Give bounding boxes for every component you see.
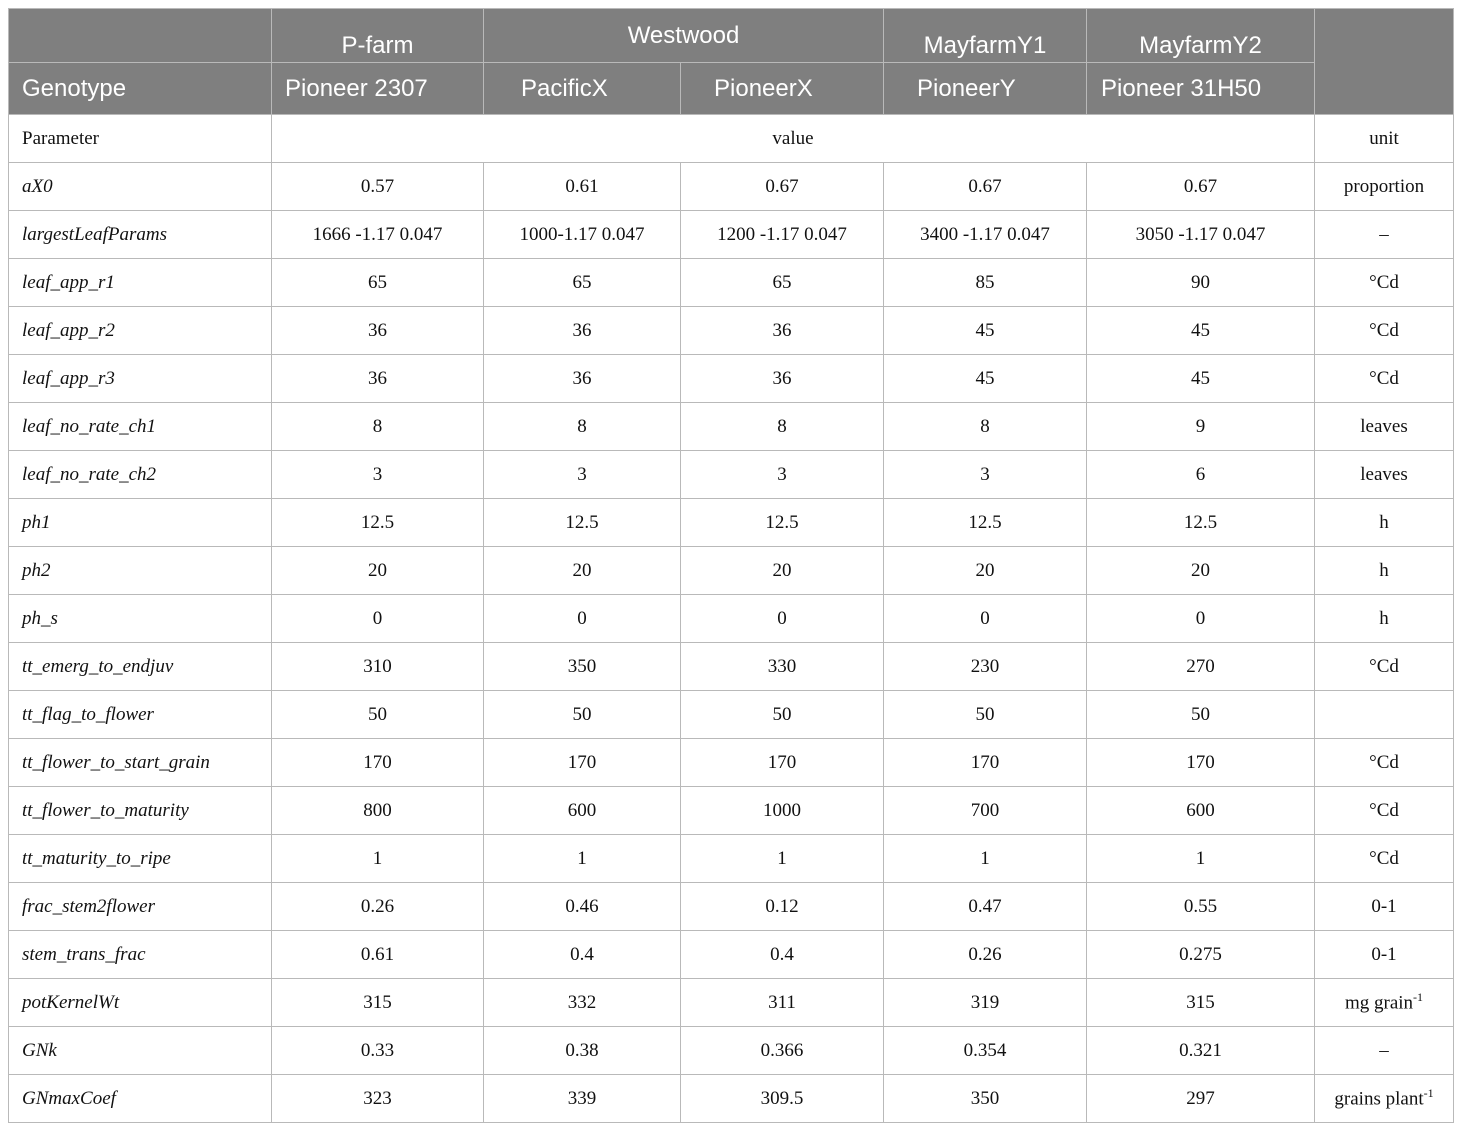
value-cell: 12.5 bbox=[1087, 499, 1315, 547]
genotype-parameter-table bbox=[8, 8, 1454, 1123]
unit-text: °Cd bbox=[1369, 655, 1399, 677]
value-cell: 65 bbox=[484, 259, 681, 307]
value-cell: 50 bbox=[484, 691, 681, 739]
value-cell: 0.55 bbox=[1087, 883, 1315, 931]
unit-text: °Cd bbox=[1369, 847, 1399, 869]
value-cell: 12.5 bbox=[484, 499, 681, 547]
parameter-column-label: Parameter bbox=[9, 115, 272, 163]
value-cell: 0.12 bbox=[681, 883, 884, 931]
table-row bbox=[9, 403, 1454, 451]
table-row bbox=[9, 643, 1454, 691]
value-cell: 350 bbox=[484, 643, 681, 691]
parameter-name-cell: ph2 bbox=[9, 547, 272, 595]
value-cell: 350 bbox=[884, 1075, 1087, 1123]
value-cell: 36 bbox=[272, 307, 484, 355]
value-cell: 65 bbox=[272, 259, 484, 307]
value-cell: 0.67 bbox=[681, 163, 884, 211]
value-cell: 3 bbox=[272, 451, 484, 499]
value-cell: 3050 -1.17 0.047 bbox=[1087, 211, 1315, 259]
value-cell: 0.38 bbox=[484, 1027, 681, 1075]
unit-text: leaves bbox=[1360, 463, 1408, 485]
value-cell: 1 bbox=[681, 835, 884, 883]
header-corner-cell bbox=[9, 9, 272, 63]
unit-text: leaves bbox=[1360, 415, 1408, 437]
parameter-name-cell: largestLeafParams bbox=[9, 211, 272, 259]
value-cell: 3 bbox=[884, 451, 1087, 499]
table-row bbox=[9, 451, 1454, 499]
value-cell: 9 bbox=[1087, 403, 1315, 451]
value-cell: 12.5 bbox=[681, 499, 884, 547]
value-cell: 0.26 bbox=[272, 883, 484, 931]
header-site-westwood: Westwood bbox=[484, 9, 884, 63]
unit-cell bbox=[1315, 403, 1454, 451]
header-cultivar-pioneer-31h50: Pioneer 31H50 bbox=[1087, 63, 1315, 115]
parameter-name-cell: ph_s bbox=[9, 595, 272, 643]
unit-text: 0-1 bbox=[1371, 943, 1397, 965]
unit-cell bbox=[1315, 1027, 1454, 1075]
header-site-mayfarmy1: MayfarmY1 bbox=[884, 9, 1087, 63]
header-cultivar-pioneery: PioneerY bbox=[884, 63, 1087, 115]
value-cell: 6 bbox=[1087, 451, 1315, 499]
value-cell: 0 bbox=[484, 595, 681, 643]
value-cell: 0.57 bbox=[272, 163, 484, 211]
unit-cell bbox=[1315, 595, 1454, 643]
value-cell: 315 bbox=[1087, 979, 1315, 1027]
value-cell: 8 bbox=[484, 403, 681, 451]
unit-cell bbox=[1315, 643, 1454, 691]
value-cell: 0 bbox=[272, 595, 484, 643]
value-cell: 1 bbox=[1087, 835, 1315, 883]
table-row bbox=[9, 691, 1454, 739]
parameter-name-cell: tt_flag_to_flower bbox=[9, 691, 272, 739]
table-row bbox=[9, 355, 1454, 403]
value-cell: 65 bbox=[681, 259, 884, 307]
header-genotype-label: Genotype bbox=[9, 63, 272, 115]
parameter-name-cell: tt_maturity_to_ripe bbox=[9, 835, 272, 883]
value-cell: 800 bbox=[272, 787, 484, 835]
value-cell: 0.366 bbox=[681, 1027, 884, 1075]
value-cell: 170 bbox=[272, 739, 484, 787]
unit-text: grains plant bbox=[1334, 1088, 1424, 1110]
value-column-label: value bbox=[272, 115, 1315, 163]
value-cell: 45 bbox=[884, 355, 1087, 403]
value-cell: 1 bbox=[884, 835, 1087, 883]
unit-text: °Cd bbox=[1369, 271, 1399, 293]
unit-text: °Cd bbox=[1369, 367, 1399, 389]
unit-column-label: unit bbox=[1315, 115, 1454, 163]
value-cell: 20 bbox=[484, 547, 681, 595]
value-cell: 0 bbox=[1087, 595, 1315, 643]
value-cell: 50 bbox=[884, 691, 1087, 739]
parameter-name-cell: tt_emerg_to_endjuv bbox=[9, 643, 272, 691]
value-cell: 0.61 bbox=[272, 931, 484, 979]
value-cell: 12.5 bbox=[884, 499, 1087, 547]
value-cell: 309.5 bbox=[681, 1075, 884, 1123]
parameter-name-cell: leaf_app_r3 bbox=[9, 355, 272, 403]
unit-superscript: -1 bbox=[1413, 990, 1424, 1005]
value-cell: 270 bbox=[1087, 643, 1315, 691]
table-row bbox=[9, 499, 1454, 547]
value-cell: 1 bbox=[484, 835, 681, 883]
subheader-row bbox=[9, 115, 1454, 163]
unit-cell bbox=[1315, 547, 1454, 595]
unit-text: – bbox=[1379, 223, 1389, 245]
value-cell: 0 bbox=[681, 595, 884, 643]
value-cell: 170 bbox=[884, 739, 1087, 787]
value-cell: 20 bbox=[884, 547, 1087, 595]
unit-text: h bbox=[1379, 511, 1389, 533]
value-cell: 45 bbox=[1087, 355, 1315, 403]
unit-text: h bbox=[1379, 559, 1389, 581]
value-cell: 50 bbox=[272, 691, 484, 739]
table-row bbox=[9, 739, 1454, 787]
value-cell: 170 bbox=[484, 739, 681, 787]
unit-cell bbox=[1315, 979, 1454, 1027]
header-cultivar-pacificx: PacificX bbox=[484, 63, 681, 115]
value-cell: 36 bbox=[681, 307, 884, 355]
parameter-name-cell: potKernelWt bbox=[9, 979, 272, 1027]
parameter-name-cell: leaf_no_rate_ch1 bbox=[9, 403, 272, 451]
value-cell: 0.47 bbox=[884, 883, 1087, 931]
unit-cell bbox=[1315, 355, 1454, 403]
value-cell: 0.67 bbox=[1087, 163, 1315, 211]
value-cell: 310 bbox=[272, 643, 484, 691]
header-unit-blank bbox=[1315, 9, 1454, 115]
unit-text: °Cd bbox=[1369, 799, 1399, 821]
unit-text: °Cd bbox=[1369, 319, 1399, 341]
parameter-table-container bbox=[8, 8, 1453, 1123]
unit-cell bbox=[1315, 259, 1454, 307]
value-cell: 3 bbox=[484, 451, 681, 499]
value-cell: 8 bbox=[681, 403, 884, 451]
parameter-name-cell: stem_trans_frac bbox=[9, 931, 272, 979]
value-cell: 36 bbox=[681, 355, 884, 403]
unit-text: – bbox=[1379, 1039, 1389, 1061]
value-cell: 8 bbox=[884, 403, 1087, 451]
unit-cell bbox=[1315, 883, 1454, 931]
value-cell: 170 bbox=[681, 739, 884, 787]
value-cell: 297 bbox=[1087, 1075, 1315, 1123]
table-row bbox=[9, 259, 1454, 307]
unit-text: proportion bbox=[1343, 175, 1425, 197]
parameter-name-cell: ph1 bbox=[9, 499, 272, 547]
parameter-name-cell: GNk bbox=[9, 1027, 272, 1075]
header-genotype-row bbox=[9, 63, 1454, 115]
parameter-name-cell: leaf_app_r2 bbox=[9, 307, 272, 355]
parameter-name-cell: leaf_app_r1 bbox=[9, 259, 272, 307]
parameter-name-cell: tt_flower_to_maturity bbox=[9, 787, 272, 835]
header-site-row bbox=[9, 9, 1454, 63]
unit-cell bbox=[1315, 211, 1454, 259]
value-cell: 1000-1.17 0.047 bbox=[484, 211, 681, 259]
table-row bbox=[9, 307, 1454, 355]
header-site-mayfarmy2: MayfarmY2 bbox=[1087, 9, 1315, 63]
parameter-name-cell: GNmaxCoef bbox=[9, 1075, 272, 1123]
table-row bbox=[9, 883, 1454, 931]
unit-cell bbox=[1315, 931, 1454, 979]
value-cell: 8 bbox=[272, 403, 484, 451]
unit-text: °Cd bbox=[1369, 751, 1399, 773]
value-cell: 700 bbox=[884, 787, 1087, 835]
value-cell: 12.5 bbox=[272, 499, 484, 547]
unit-cell bbox=[1315, 499, 1454, 547]
unit-cell bbox=[1315, 307, 1454, 355]
table-row bbox=[9, 547, 1454, 595]
value-cell: 0.275 bbox=[1087, 931, 1315, 979]
value-cell: 319 bbox=[884, 979, 1087, 1027]
value-cell: 3400 -1.17 0.047 bbox=[884, 211, 1087, 259]
value-cell: 20 bbox=[1087, 547, 1315, 595]
value-cell: 311 bbox=[681, 979, 884, 1027]
table-row bbox=[9, 787, 1454, 835]
table-row bbox=[9, 595, 1454, 643]
unit-cell bbox=[1315, 835, 1454, 883]
table-row bbox=[9, 931, 1454, 979]
value-cell: 323 bbox=[272, 1075, 484, 1123]
table-row bbox=[9, 1075, 1454, 1123]
value-cell: 0.46 bbox=[484, 883, 681, 931]
table-row bbox=[9, 835, 1454, 883]
value-cell: 230 bbox=[884, 643, 1087, 691]
unit-cell bbox=[1315, 163, 1454, 211]
value-cell: 1 bbox=[272, 835, 484, 883]
value-cell: 332 bbox=[484, 979, 681, 1027]
value-cell: 50 bbox=[681, 691, 884, 739]
value-cell: 1200 -1.17 0.047 bbox=[681, 211, 884, 259]
value-cell: 0.321 bbox=[1087, 1027, 1315, 1075]
header-site-p-farm: P-farm bbox=[272, 9, 484, 63]
table-row bbox=[9, 979, 1454, 1027]
table-row bbox=[9, 1027, 1454, 1075]
value-cell: 339 bbox=[484, 1075, 681, 1123]
unit-text: mg grain bbox=[1344, 992, 1414, 1014]
table-row bbox=[9, 211, 1454, 259]
value-cell: 170 bbox=[1087, 739, 1315, 787]
value-cell: 36 bbox=[272, 355, 484, 403]
value-cell: 1000 bbox=[681, 787, 884, 835]
header-cultivar-pioneerx: PioneerX bbox=[681, 63, 884, 115]
unit-cell bbox=[1315, 451, 1454, 499]
value-cell: 0.67 bbox=[884, 163, 1087, 211]
parameter-name-cell: tt_flower_to_start_grain bbox=[9, 739, 272, 787]
value-cell: 20 bbox=[681, 547, 884, 595]
value-cell: 1666 -1.17 0.047 bbox=[272, 211, 484, 259]
value-cell: 600 bbox=[484, 787, 681, 835]
value-cell: 0 bbox=[884, 595, 1087, 643]
value-cell: 85 bbox=[884, 259, 1087, 307]
value-cell: 3 bbox=[681, 451, 884, 499]
unit-text: h bbox=[1379, 607, 1389, 629]
value-cell: 0.4 bbox=[681, 931, 884, 979]
value-cell: 50 bbox=[1087, 691, 1315, 739]
value-cell: 330 bbox=[681, 643, 884, 691]
value-cell: 20 bbox=[272, 547, 484, 595]
header-cultivar-pioneer-2307: Pioneer 2307 bbox=[272, 63, 484, 115]
parameter-name-cell: aX0 bbox=[9, 163, 272, 211]
unit-cell bbox=[1315, 787, 1454, 835]
unit-cell bbox=[1315, 739, 1454, 787]
table-row bbox=[9, 163, 1454, 211]
value-cell: 45 bbox=[1087, 307, 1315, 355]
value-cell: 90 bbox=[1087, 259, 1315, 307]
value-cell: 0.33 bbox=[272, 1027, 484, 1075]
value-cell: 0.354 bbox=[884, 1027, 1087, 1075]
value-cell: 36 bbox=[484, 307, 681, 355]
value-cell: 0.4 bbox=[484, 931, 681, 979]
value-cell: 600 bbox=[1087, 787, 1315, 835]
value-cell: 0.26 bbox=[884, 931, 1087, 979]
value-cell: 315 bbox=[272, 979, 484, 1027]
value-cell: 45 bbox=[884, 307, 1087, 355]
unit-cell bbox=[1315, 1075, 1454, 1123]
unit-text: 0-1 bbox=[1371, 895, 1397, 917]
value-cell: 36 bbox=[484, 355, 681, 403]
parameter-name-cell: leaf_no_rate_ch2 bbox=[9, 451, 272, 499]
value-cell: 0.61 bbox=[484, 163, 681, 211]
unit-superscript: -1 bbox=[1423, 1086, 1434, 1101]
parameter-name-cell: frac_stem2flower bbox=[9, 883, 272, 931]
unit-cell bbox=[1315, 691, 1454, 739]
